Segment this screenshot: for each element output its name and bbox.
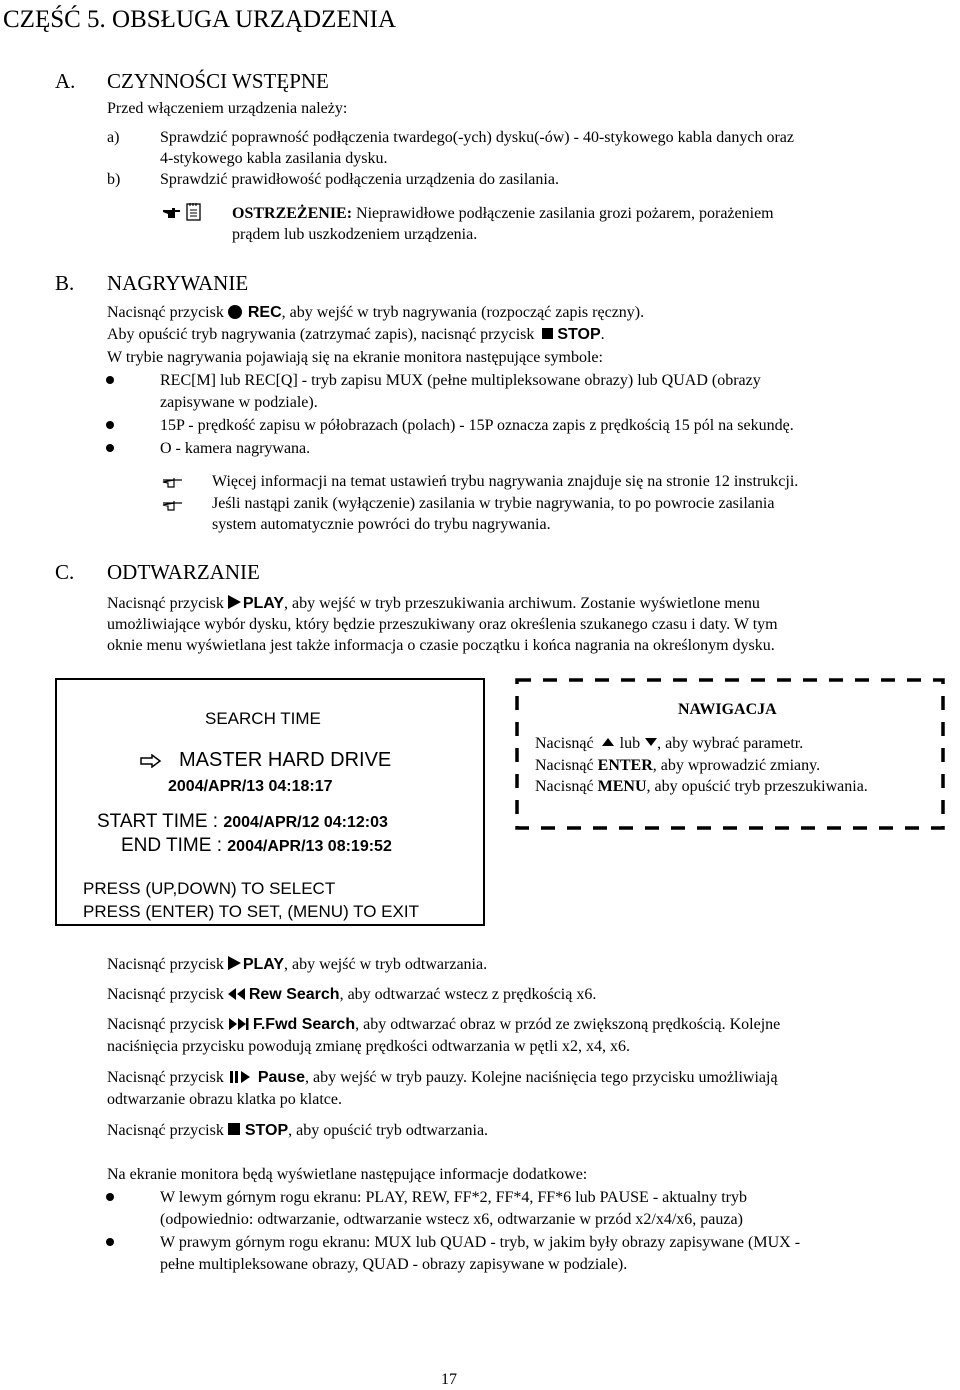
note-1: Więcej informacji na temat ustawień trybu nagrywania znajduje się na stronie 12 instrukcji. (212, 473, 799, 490)
page-number: 17 (441, 1371, 457, 1388)
navigation-line-1: Nacisnąć lub , aby wybrać parametr. (535, 735, 804, 752)
drive-time: 2004/APR/13 04:18:17 (168, 778, 333, 795)
section-c-letter: C. (55, 560, 75, 584)
note-2: Jeśli nastąpi zanik (wyłączenie) zasilania w trybie nagrywania, to po powrocie zasilania (212, 495, 775, 512)
symbols-intro: W trybie nagrywania pojawiają się na ekranie monitora następujące symbole: (107, 349, 603, 366)
warning-line-1 (232, 203, 774, 224)
screen-title: SEARCH TIME (205, 709, 321, 728)
warning-text: Nieprawidłowe podłączenie zasilania grozi pożarem, porażeniem (352, 205, 774, 222)
stop-square-icon (228, 1123, 240, 1135)
stop-instruction: Aby opuścić tryb nagrywania (zatrzymać zapis), nacisnąć przycisk STOP. (107, 326, 605, 343)
info-right-corner-cont: pełne multipleksowane obrazy, QUAD - obrazy zapisywane w podziale). (160, 1256, 628, 1273)
note-hand-icon (162, 472, 184, 493)
pause-instruction-cont: odtwarzanie obrazu klatka po klatce. (107, 1091, 342, 1108)
rec-symbol-text: REC[M] lub REC[Q] - tryb zapisu MUX (pełne multipleksowane obrazy) lub QUAD (obrazy (160, 372, 761, 389)
bullet-icon (106, 376, 114, 384)
warning-line-2: prądem lub uszkodzeniem urządzenia. (232, 226, 478, 243)
playback-intro-2: umożliwiające wybór dysku, który będzie przeszukiwany oraz określenia szukanego czasu i daty. W tym (107, 616, 778, 633)
playback-intro-3: oknie menu wyświetlana jest także informacja o czasie początku i końca nagrania na określonym dysku. (107, 637, 775, 654)
section-b-letter: B. (55, 271, 75, 295)
arrow-up-icon (602, 738, 614, 746)
rec-symbol-text-cont: zapisywane w podziale). (160, 394, 318, 411)
bullet-icon (106, 421, 114, 429)
bullet-icon (106, 444, 114, 452)
stop-playback-instruction: Nacisnąć przycisk STOP, aby opuścić tryb odtwarzania. (107, 1122, 489, 1139)
stop-square-icon (542, 328, 553, 339)
play-triangle-icon (228, 956, 241, 970)
section-a-heading: CZYNNOŚCI WSTĘPNE (107, 69, 329, 93)
stop-button-label: STOP (557, 326, 601, 343)
help-select: PRESS (UP,DOWN) TO SELECT (83, 879, 336, 898)
arrow-down-icon (645, 738, 657, 746)
rewind-icon (228, 985, 246, 1006)
rec-instruction: Nacisnąć przycisk REC, aby wejść w tryb nagrywania (rozpocząć zapis ręczny). (107, 304, 645, 321)
ffwd-instruction: Nacisnąć przycisk F.Fwd Search, aby odtwarzać obraz w przód ze zwiększoną prędkością. Kolejne (107, 1014, 780, 1036)
rec-button-label: REC (247, 304, 282, 321)
rew-instruction: Nacisnąć przycisk Rew Search, aby odtwarzać wstecz z prędkością x6. (107, 984, 596, 1006)
drive-name: MASTER HARD DRIVE (179, 749, 392, 771)
item-b-text: Sprawdzić prawidłowość podłączenia urządzenia do zasilania. (160, 171, 559, 188)
end-time: END TIME : 2004/APR/13 08:19:52 (121, 835, 392, 856)
speed-symbol-text: 15P - prędkość zapisu w półobrazach (polach) - 15P oznacza zapis z prędkością 15 pól na sekundę. (160, 417, 794, 434)
navigation-title: NAWIGACJA (678, 701, 777, 718)
camera-symbol-text: O - kamera nagrywana. (160, 440, 311, 457)
page-title: CZĘŚĆ 5. OBSŁUGA URZĄDZENIA (3, 6, 397, 33)
help-set-exit: PRESS (ENTER) TO SET, (MENU) TO EXIT (83, 902, 419, 921)
info-right-corner: W prawym górnym rogu ekranu: MUX lub QUAD - tryb, w jakim były obrazy zapisywane (MUX - (160, 1234, 801, 1251)
pause-instruction: Nacisnąć przycisk Pause, aby wejść w tryb pauzy. Kolejne naciśnięcia tego przycisku umożliwiają (107, 1067, 778, 1089)
playback-intro-1: Nacisnąć przycisk PLAY, aby wejść w tryb przeszukiwania archiwum. Zostanie wyświetlone menu (107, 595, 760, 612)
note-2-cont: system automatycznie powróci do trybu nagrywania. (212, 516, 551, 533)
notepad-icon (185, 201, 203, 222)
record-circle-icon (228, 305, 242, 319)
item-a-text-cont: 4-stykowego kabla zasilania dysku. (160, 150, 388, 167)
section-a-letter: A. (55, 69, 76, 93)
info-left-corner-cont: (odpowiednio: odtwarzanie, odtwarzanie wstecz x6, odtwarzanie w przód x2/x4/x6, pauza) (160, 1211, 743, 1228)
navigation-line-3: Nacisnąć MENU, aby opuścić tryb przeszukiwania. (535, 778, 868, 795)
pointing-hand-icon (162, 202, 182, 223)
navigation-box (515, 678, 945, 830)
info-left-corner: W lewym górnym rogu ekranu: PLAY, REW, FF*2, FF*4, FF*6 lub PAUSE - aktualny tryb (160, 1189, 748, 1206)
play-triangle-icon (228, 595, 241, 609)
section-c-heading: ODTWARZANIE (107, 560, 260, 584)
bullet-icon (106, 1238, 114, 1246)
section-a-intro: Przed włączeniem urządzenia należy: (107, 100, 348, 117)
play-button-label: PLAY (242, 595, 285, 612)
bullet-icon (106, 1193, 114, 1201)
pause-play-icon (230, 1068, 256, 1089)
warning-label: OSTRZEŻENIE: (232, 205, 353, 222)
selection-arrow-icon (140, 753, 162, 774)
fast-forward-icon (228, 1015, 250, 1036)
section-b-heading: NAGRYWANIE (107, 271, 249, 295)
note-hand-icon (162, 495, 184, 516)
item-a-marker: a) (107, 129, 120, 146)
additional-info-intro: Na ekranie monitora będą wyświetlane następujące informacje dodatkowe: (107, 1166, 588, 1183)
item-a-text: Sprawdzić poprawność podłączenia twardego(-ych) dysku(-ów) - 40-stykowego kabla danych oraz (160, 129, 794, 146)
item-b-marker: b) (107, 171, 121, 188)
play-instruction: Nacisnąć przycisk PLAY, aby wejść w tryb odtwarzania. (107, 956, 488, 973)
search-time-screen (55, 678, 485, 926)
navigation-line-2: Nacisnąć ENTER, aby wprowadzić zmiany. (535, 757, 821, 774)
start-time: START TIME : 2004/APR/12 04:12:03 (97, 811, 388, 832)
ffwd-instruction-cont: naciśnięcia przycisku powodują zmianę prędkości odtwarzania w pętli x2, x4, x6. (107, 1038, 630, 1055)
